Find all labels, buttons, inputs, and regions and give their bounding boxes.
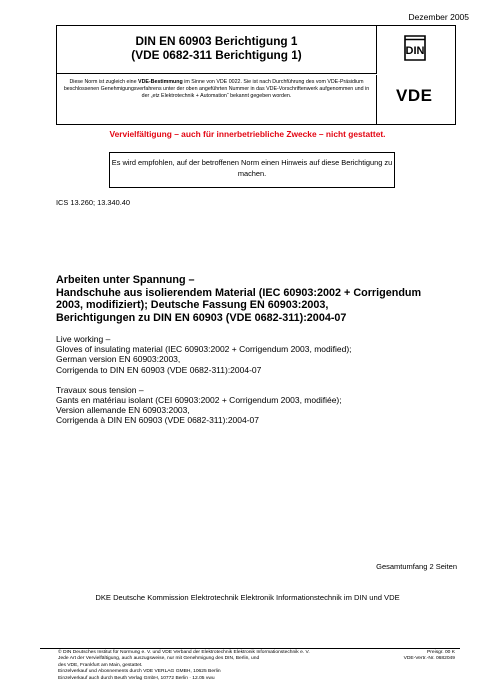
title-french-line: Gants en matériau isolant (CEI 60903:2002 + Corrigendum 2003, modifiée); — [56, 395, 342, 406]
total-pages: Gesamtumfang 2 Seiten — [376, 562, 457, 571]
titles-section — [56, 274, 456, 426]
title-french-line: Travaux sous tension – — [56, 384, 144, 395]
title-english-line: Corrigenda to DIN EN 60903 (VDE 0682-311):2004-07 — [56, 364, 262, 375]
note-post: im Sinne von VDE 0022. Sie ist nach Durchführung des vom VDE-Präsidium beschlossenen Genehmigungsverfahrens unter der oben angeführten Nummer in das VDE-Vorschriftenwerk aufgenommen und in der „etz Elektrotechnik + Automation“ bekannt gegeben worden. — [63, 79, 370, 100]
dke-committee-line: DKE Deutsche Kommission Elektrotechnik Elektronik Informationstechnik im DIN und VDE — [95, 593, 400, 602]
title-french — [56, 385, 456, 426]
title-french-line: Version allemande EN 60903:2003, — [56, 405, 190, 416]
footer-line: Einzelverkauf auch durch Beuth Verlag GmbH, 10772 Berlin · 12.05 vwu — [58, 675, 215, 681]
price-group — [404, 650, 455, 663]
publication-date: Dezember 2005 — [408, 12, 469, 22]
title-english-line: Gloves of insulating material (IEC 60903:2002 + Corrigendum 2003, modified); — [56, 344, 352, 355]
note-pre: Diese Norm ist zugleich eine — [69, 79, 139, 85]
document-title — [57, 26, 377, 74]
title-french-line: Corrigenda à DIN EN 60903 (VDE 0682-311):2004-07 — [56, 415, 260, 426]
reproduction-warning: Vervielfältigung – auch für innerbetriebliche Zwecke – nicht gestattet. — [109, 129, 386, 139]
title-german — [56, 274, 456, 324]
title-english-line: Live working – — [56, 334, 111, 344]
title-german-line: Arbeiten unter Spannung – — [56, 274, 195, 286]
vde-distribution-number: VDE-Vertr.-Nr. 0682049 — [403, 656, 455, 662]
footer-line: des VDE, Frankfurt am Main, gestattet. — [58, 662, 143, 668]
note-bold: VDE-Bestimmung — [138, 79, 183, 85]
footer-line: © DIN Deutsches Institut für Normung e. V. und VDE Verband der Elektrotechnik Elektronik Informationstechnik e. V. — [58, 650, 310, 655]
price-group-label: Preisgr. 00 K — [427, 650, 455, 655]
title-german-line: Handschuhe aus isolierendem Material (IEC 60903:2002 + Corrigendum — [56, 286, 422, 299]
footer-line: Jede Art der Vervielfältigung, auch auszugsweise, nur mit Genehmigung des DIN, Berlin, und — [58, 656, 260, 662]
footer-divider — [40, 648, 460, 649]
vde-regulation-note — [57, 75, 377, 124]
title-english-line: German version EN 60903:2003, — [56, 354, 181, 365]
title-german-line: 2003, modifiziert); Deutsche Fassung EN 60903:2003, — [56, 299, 329, 311]
document-title-line-1: DIN EN 60903 Berichtigung 1 — [135, 34, 298, 48]
document-title-line-2: (VDE 0682-311 Berichtigung 1) — [131, 48, 302, 62]
vde-logo: VDE — [396, 86, 433, 105]
copyright-footer — [58, 650, 378, 682]
recommendation-box: Es wird empfohlen, auf der betroffenen Norm einen Hinweis auf diese Berichtigung zu machen. — [109, 152, 395, 188]
title-german-line: Berichtigungen zu DIN EN 60903 (VDE 0682-311):2004-07 — [56, 311, 347, 324]
din-logo-text: DIN — [405, 45, 425, 57]
title-english — [56, 334, 456, 375]
ics-codes: ICS 13.260; 13.340.40 — [56, 198, 130, 207]
din-logo — [404, 35, 426, 61]
footer-line: Einzelverkauf und Abonnements durch VDE VERLAG GMBH, 10625 Berlin — [58, 669, 221, 675]
